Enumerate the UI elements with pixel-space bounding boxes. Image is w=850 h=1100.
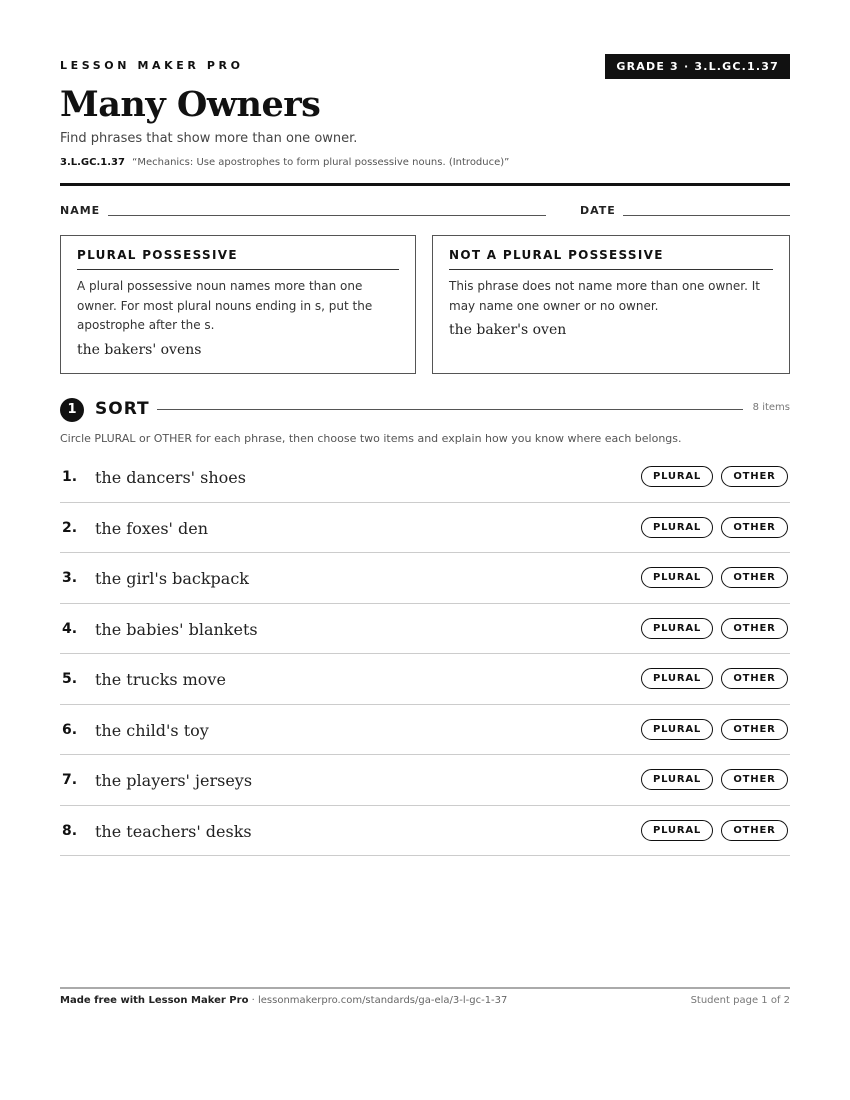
other-choice[interactable]: OTHER [721, 769, 788, 790]
other-choice[interactable]: OTHER [721, 820, 788, 841]
item-phrase: the teachers' desks [95, 821, 252, 841]
box-body: This phrase does not name more than one owner. It may name one owner or no owner. [449, 279, 760, 313]
page-title: Many Owners [60, 84, 321, 125]
other-choice[interactable]: OTHER [721, 466, 788, 487]
item-number: 5. [62, 671, 78, 687]
plural-choice[interactable]: PLURAL [641, 769, 713, 790]
item-phrase: the players' jerseys [95, 771, 253, 790]
page-subtitle: Find phrases that show more than one owner. [60, 131, 358, 146]
plural-choice[interactable]: PLURAL [641, 618, 713, 639]
item-phrase: the trucks move [95, 670, 226, 689]
item-phrase: the foxes' den [95, 518, 209, 538]
plural-choice[interactable]: PLURAL [641, 567, 713, 588]
name-field[interactable] [108, 215, 546, 216]
page-indicator: Student page 1 of 2 [690, 995, 790, 1006]
date-label: DATE [580, 204, 616, 217]
standard-line [60, 157, 509, 168]
item-number: 4. [62, 620, 78, 637]
box-body: A plural possessive noun names more than one owner. For most plural nouns ending in s, put the apostrophe after the s. [77, 279, 373, 332]
list-item [60, 654, 790, 705]
footer-brand: Made free with Lesson Maker Pro [60, 995, 249, 1006]
item-number: 7. [62, 772, 78, 788]
item-number: 2. [62, 519, 78, 536]
brand-name: LESSON MAKER PRO [60, 59, 244, 72]
instructions: Circle PLURAL or OTHER for each phrase, then choose two items and explain how you know where each belongs. [60, 432, 682, 445]
plural-choice[interactable]: PLURAL [641, 466, 713, 487]
list-item [60, 755, 790, 806]
list-item [60, 553, 790, 604]
list-item [60, 806, 790, 857]
item-number: 1. [62, 469, 78, 485]
box-example: the baker's oven [449, 322, 567, 338]
other-choice[interactable]: OTHER [721, 517, 788, 538]
plural-choice[interactable]: PLURAL [641, 517, 713, 538]
list-item [60, 503, 790, 554]
other-choice[interactable]: OTHER [721, 567, 788, 588]
footer-divider [60, 987, 790, 989]
section-title: SORT [95, 399, 150, 419]
other-choice[interactable]: OTHER [721, 719, 788, 740]
standard-code: 3.L.GC.1.37 [60, 157, 125, 168]
header-divider [60, 183, 790, 186]
item-phrase: the child's toy [95, 720, 209, 740]
box-heading: PLURAL POSSESSIVE [77, 248, 399, 270]
item-number: 3. [62, 570, 78, 586]
footer-link[interactable]: · lessonmakerpro.com/standards/ga-ela/3-l-gc-1-37 [248, 995, 508, 1006]
other-choice[interactable]: OTHER [721, 618, 788, 639]
box-example: the bakers' ovens [77, 341, 202, 358]
worksheet-page [60, 0, 790, 1100]
footer-credit [60, 995, 507, 1006]
plural-choice[interactable]: PLURAL [641, 668, 713, 689]
list-item [60, 452, 790, 503]
not-plural-possessive-box [432, 235, 790, 374]
name-label: NAME [60, 204, 101, 217]
date-field[interactable] [623, 215, 790, 216]
box-heading: NOT A PLURAL POSSESSIVE [449, 248, 773, 270]
item-phrase: the girl's backpack [95, 569, 249, 588]
standard-description: “Mechanics: Use apostrophes to form plural possessive nouns. (Introduce)” [132, 157, 510, 168]
list-item [60, 705, 790, 756]
item-phrase: the dancers' shoes [95, 468, 246, 487]
other-choice[interactable]: OTHER [721, 668, 788, 689]
section-divider [157, 409, 743, 410]
item-count: 8 items [752, 402, 790, 413]
plural-choice[interactable]: PLURAL [641, 719, 713, 740]
item-phrase: the babies' blankets [95, 619, 258, 639]
list-item [60, 604, 790, 655]
item-number: 8. [62, 822, 78, 839]
section-number: 1 [60, 398, 84, 422]
item-number: 6. [62, 721, 78, 738]
plural-choice[interactable]: PLURAL [641, 820, 713, 841]
grade-badge: GRADE 3 · 3.L.GC.1.37 [605, 54, 790, 79]
item-list [60, 452, 790, 856]
plural-possessive-box [60, 235, 416, 374]
